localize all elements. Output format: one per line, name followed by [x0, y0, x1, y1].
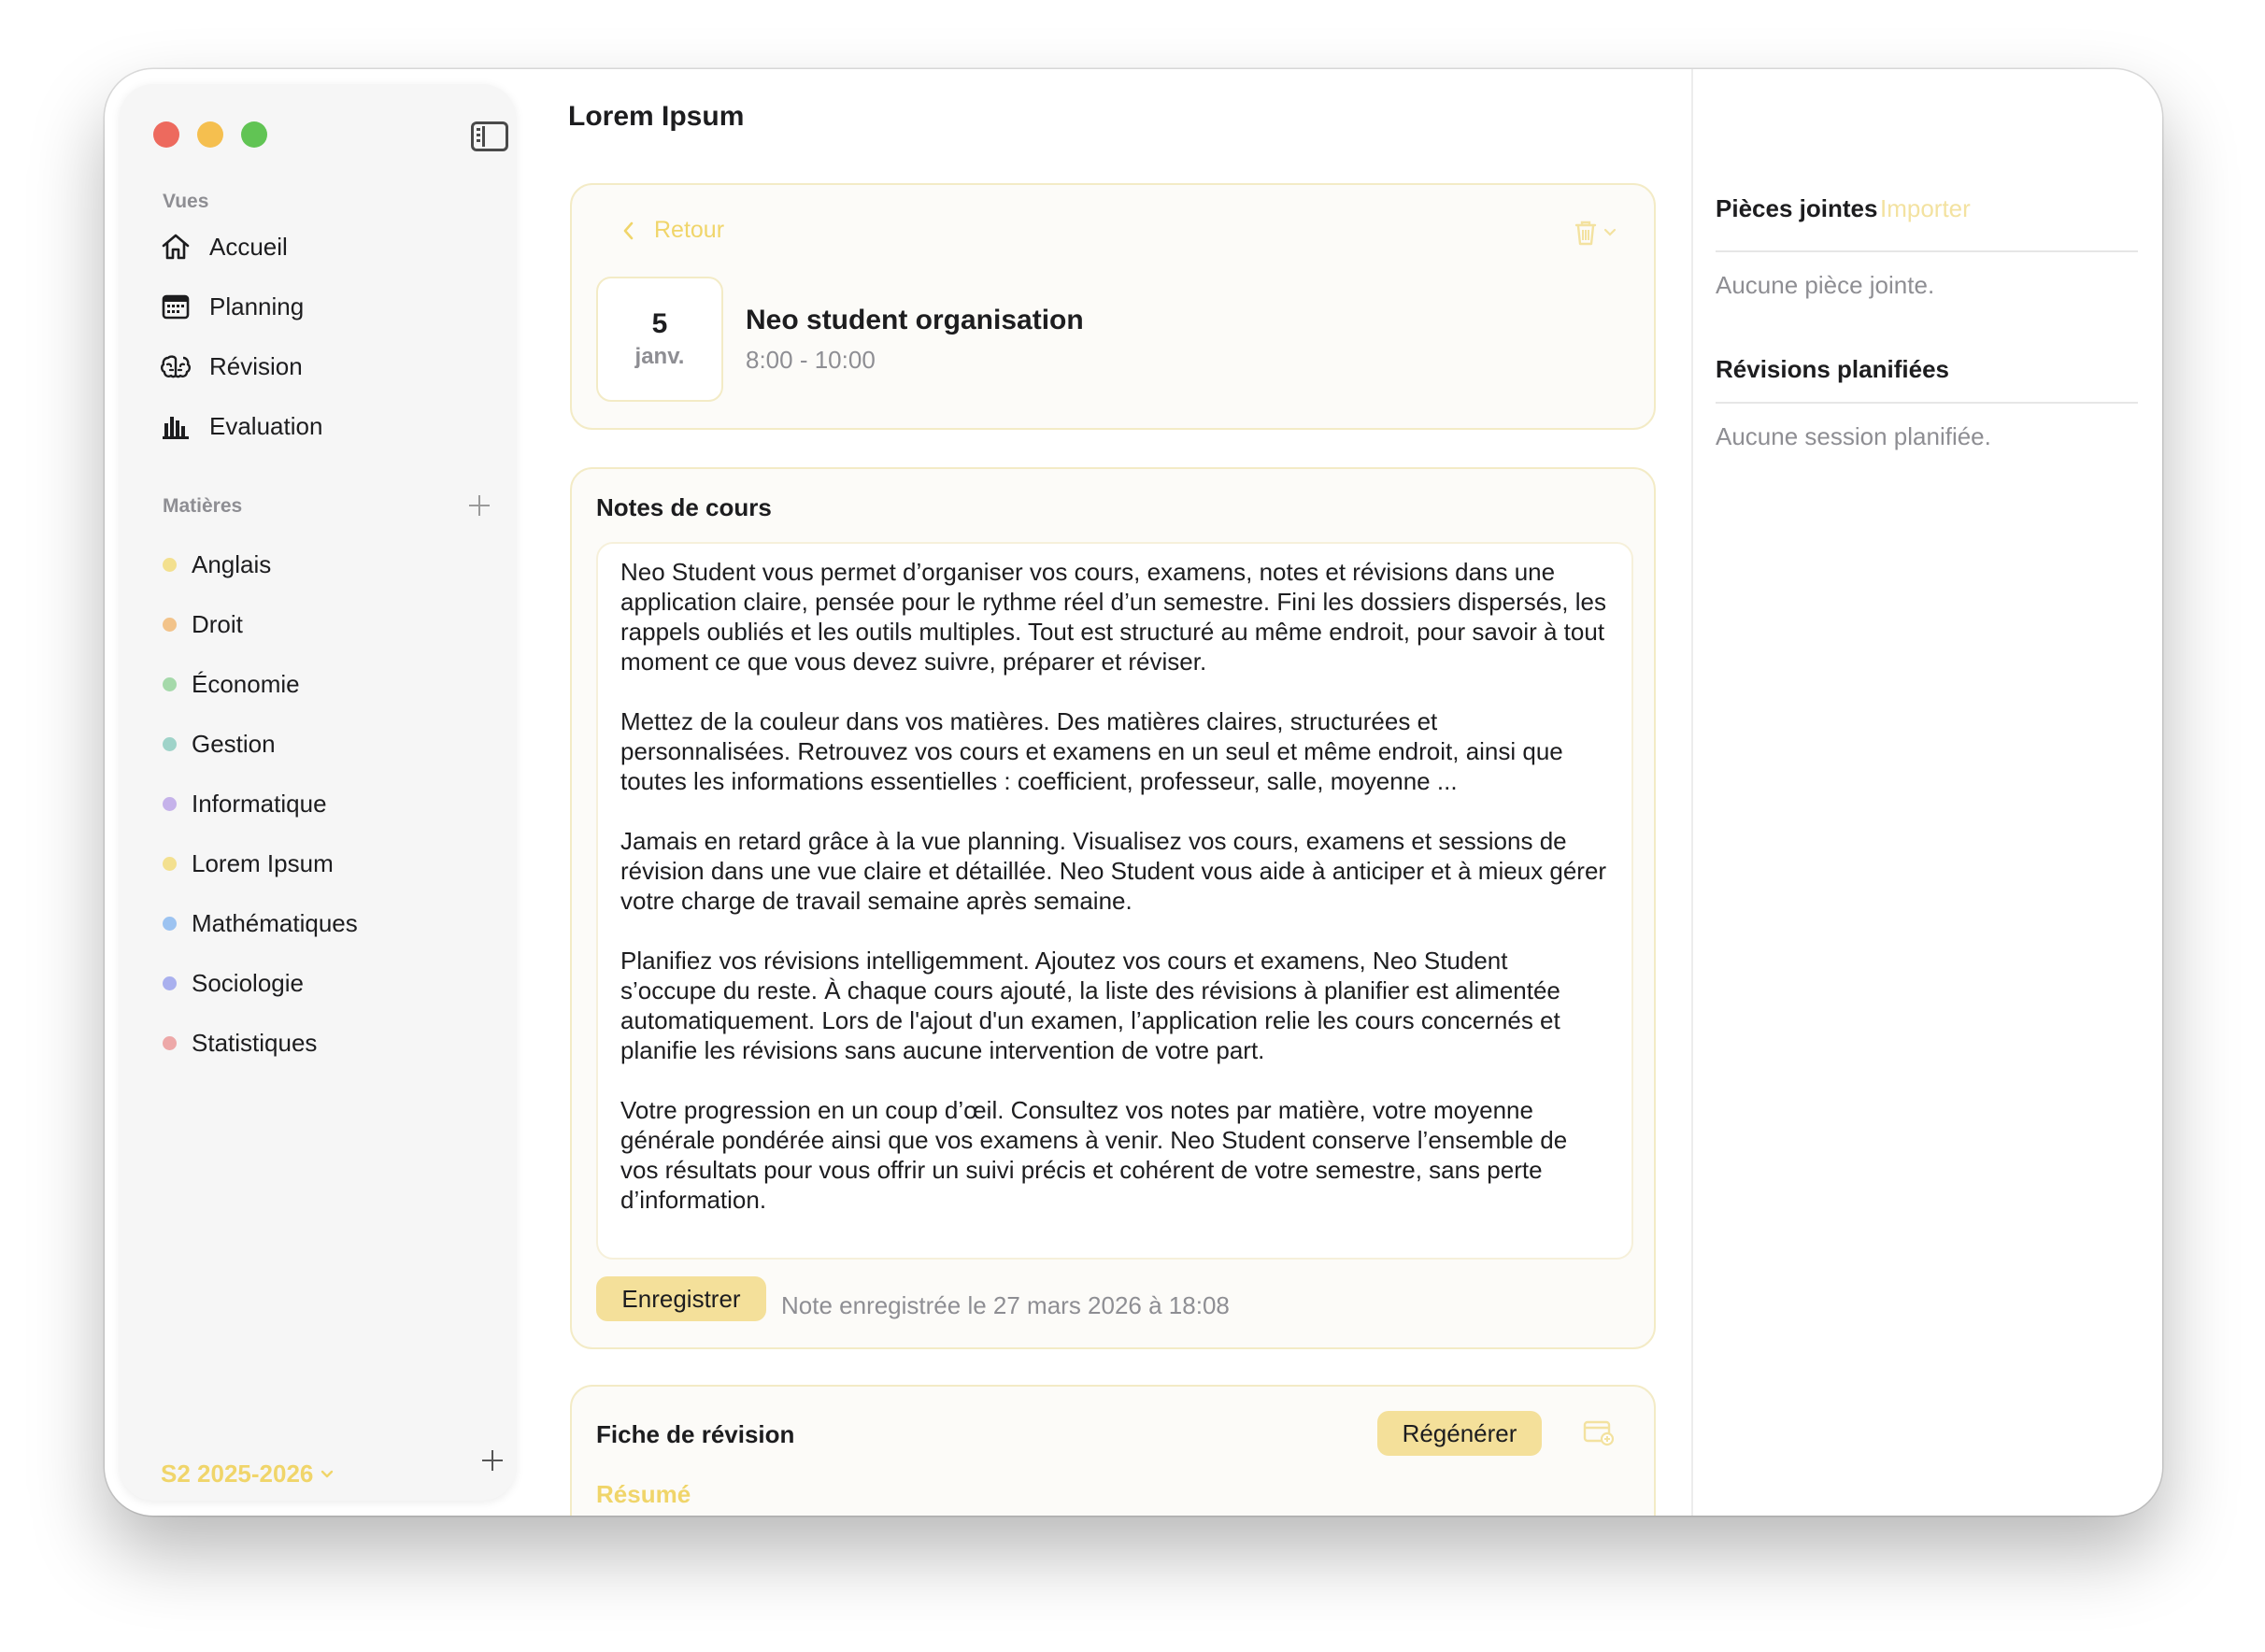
save-button[interactable]: Enregistrer [596, 1276, 766, 1321]
event-title: Neo student organisation [746, 305, 1084, 335]
chevron-down-icon [319, 1469, 335, 1480]
subject-item-informatique[interactable] [163, 777, 327, 830]
subject-label: Droit [192, 609, 243, 638]
sidebar-item-label: Evaluation [209, 411, 323, 440]
trash-icon [1574, 219, 1598, 247]
planned-revisions-title: Révisions planifiées [1716, 355, 1949, 383]
summary-heading: Résumé [596, 1480, 691, 1508]
add-subject-plus-icon[interactable] [469, 495, 490, 516]
subject-color-dot [163, 797, 177, 811]
event-card [570, 183, 1656, 430]
subject-item-lorem-ipsum[interactable] [163, 837, 334, 890]
event-time: 8:00 - 10:00 [746, 346, 876, 374]
sidebar-item-label: Accueil [209, 232, 288, 261]
attachments-title: Pièces jointes [1716, 194, 1878, 222]
add-semester-plus-icon[interactable] [482, 1450, 503, 1471]
sidebar [120, 84, 516, 1501]
sidebar-item-label: Révision [209, 351, 303, 380]
sidebar-item-accueil[interactable] [157, 221, 288, 273]
back-button[interactable] [620, 217, 724, 244]
sidebar-toggle-icon[interactable] [471, 121, 508, 151]
sidebar-item-label: Planning [209, 292, 305, 320]
revisions-empty-text: Aucune session planifiée. [1716, 422, 1991, 450]
sidebar-item-revision[interactable] [157, 340, 303, 392]
subject-item-anglais[interactable] [163, 538, 271, 591]
event-day: 5 [651, 308, 668, 339]
subject-color-dot [163, 976, 177, 990]
divider [1716, 250, 2138, 252]
window-controls [153, 121, 267, 148]
subject-color-dot [163, 677, 177, 691]
calendar-icon [157, 288, 194, 325]
import-button[interactable]: Importer [1880, 194, 1971, 222]
subject-color-dot [163, 737, 177, 751]
revision-sheet-card [570, 1385, 1656, 1516]
saved-status: Note enregistrée le 27 mars 2026 à 18:08 [781, 1291, 1230, 1319]
app-window [105, 69, 2162, 1516]
close-window-button[interactable] [153, 121, 179, 148]
delete-menu-button[interactable] [1574, 219, 1617, 247]
subject-item-statistiques[interactable] [163, 1017, 317, 1069]
subject-color-dot [163, 618, 177, 632]
notes-title: Notes de cours [596, 493, 772, 521]
event-month: janv. [634, 344, 685, 369]
brain-icon [157, 348, 194, 385]
subject-item-gestion[interactable] [163, 718, 276, 770]
semester-label: S2 2025-2026 [161, 1460, 314, 1488]
revision-sheet-title: Fiche de révision [596, 1420, 795, 1448]
calendar-add-icon[interactable] [1583, 1418, 1615, 1446]
subject-label: Informatique [192, 789, 327, 818]
subject-color-dot [163, 917, 177, 931]
subject-label: Sociologie [192, 968, 304, 997]
subject-label: Mathématiques [192, 908, 358, 937]
subject-item-sociologie[interactable] [163, 957, 304, 1009]
divider [1716, 402, 2138, 404]
sidebar-item-evaluation[interactable] [157, 400, 322, 452]
semester-selector[interactable] [161, 1460, 335, 1488]
chevron-down-icon [1603, 228, 1617, 237]
subject-color-dot [163, 558, 177, 572]
notes-card [570, 467, 1656, 1349]
views-section-label: Vues [163, 191, 209, 212]
zoom-window-button[interactable] [241, 121, 267, 148]
minimize-window-button[interactable] [197, 121, 223, 148]
back-label: Retour [654, 217, 725, 243]
bar-chart-icon [157, 407, 194, 445]
subject-item-economie[interactable] [163, 658, 300, 710]
sidebar-item-planning[interactable] [157, 280, 304, 333]
regenerate-button[interactable]: Régénérer [1377, 1411, 1542, 1456]
subject-color-dot [163, 1036, 177, 1050]
house-icon [157, 228, 194, 265]
subject-label: Économie [192, 669, 300, 698]
subject-item-droit[interactable] [163, 598, 243, 650]
subject-color-dot [163, 857, 177, 871]
subjects-section-label: Matières [163, 495, 243, 517]
subject-item-mathematiques[interactable] [163, 897, 358, 949]
event-date-badge [596, 277, 723, 402]
chevron-left-icon [620, 219, 637, 243]
subject-label: Anglais [192, 549, 272, 578]
right-panel-divider [1691, 69, 1693, 1516]
subject-label: Statistiques [192, 1028, 318, 1057]
attachments-empty-text: Aucune pièce jointe. [1716, 271, 1935, 299]
subject-label: Gestion [192, 729, 276, 758]
subject-label: Lorem Ipsum [192, 848, 334, 877]
page-title: Lorem Ipsum [568, 101, 745, 132]
notes-textarea[interactable]: Neo Student vous permet d’organiser vos cours, examens, notes et révisions dans une application claire, pensée pour le rythme réel d’un semestre. Fini les dossiers dispersés, les rappels oubliés et les outils multiples. Tout est structuré au même endroit, pour savoir à tout moment ce que vous devez suivre, préparer et réviser. Mettez de la couleur dans vos matières. Des matières claires, structurées et personnalisées. Retrouvez vos cours et examens en un seul et même endroit, ainsi que toutes les informations essentielles : coefficient, professeur, salle, moyenne ... Jamais en retard grâce à la vue planning. Visualisez vos cours, examens et sessions de révision dans une vue claire et détaillée. Neo Student vous aide à anticiper et à mieux gérer votre charge de travail semaine après semaine. Planifiez vos révisions intelligemment. Ajoutez vos cours et examens, Neo Student s’occupe du reste. À chaque cours ajouté, la liste des révisions à planifier est alimentée automatiquement. Lors de l'ajout d'un examen, l’application relie les cours concernés et planifie les révisions sans aucune intervention de votre part. Votre progression en un coup d’œil. Consultez vos notes par matière, votre moyenne générale pondérée ainsi que vos examens à venir. Neo Student conserve l’ensemble de vos résultats pour vous offrir un suivi précis et cohérent de votre semestre, sans perte d’information. [596, 542, 1633, 1260]
